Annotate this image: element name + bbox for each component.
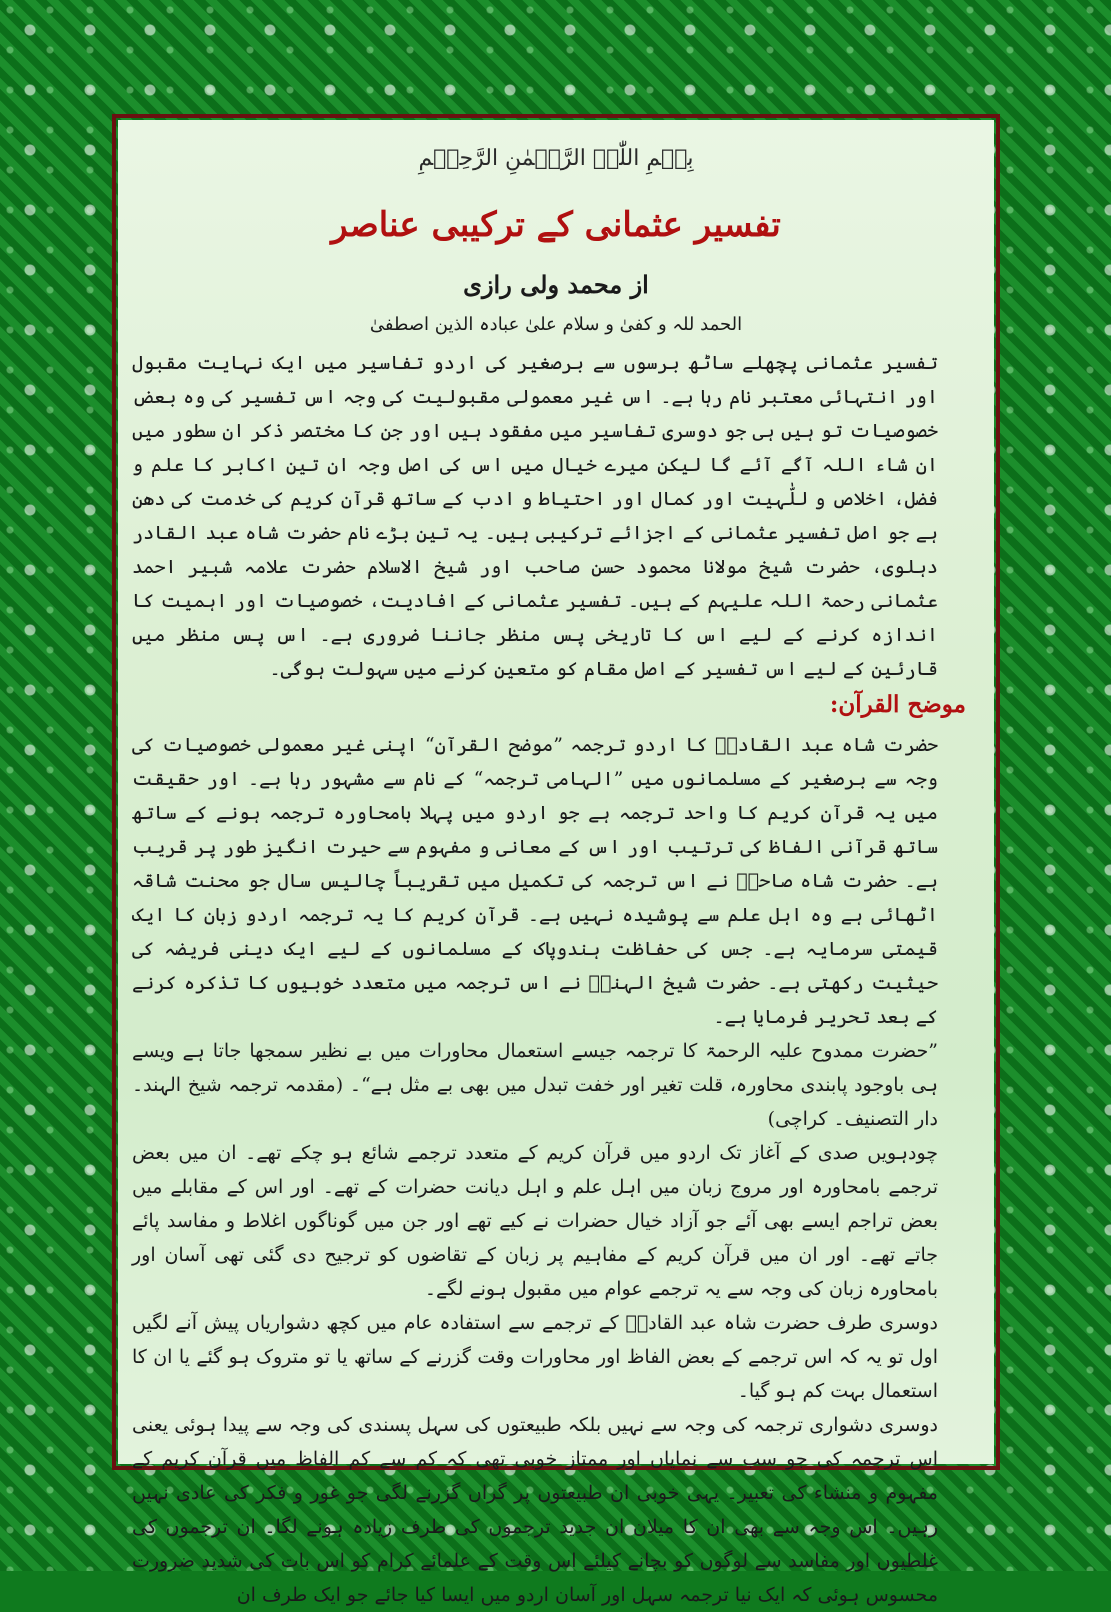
intro-paragraph: تفسیر عثمانی پچھلے ساٹھ برسوں سے برصغیر کی اردو تفاسیر میں ایک نہایت مقبول اور انتہائی معتبر نام رہا ہے۔ اس غیر معمولی مقبولیت کی وجہ اس تفسیر کی وہ بعض خصوصیات تو ہیں ہی جو دوسری تفاسیر میں مفقود ہیں اور جن کا مختصر ذکر ان سطور میں ان شاء اللہ آگے آئے گا لیکن میرے خیال میں اس کی اصل وجہ ان تین اکابر کا علم و فضل، اخلاص و للّٰہیت اور کمال اور احتیاط و ادب کے ساتھ قرآن کریم کی خدمت کی دھن ہے جو اصل تفسیر عثمانی کے اجزائے ترکیبی ہیں۔ یہ تین بڑے نام حضرت شاہ عبد القادر دہلوی، حضرت شیخ مولانا محمود حسن صاحب اور شیخ الاسلام حضرت علامہ شبیر احمد عثمانی رحمۃ اللہ علیہم کے ہیں۔ تفسیر عثمانی کے افادیت، خصوصیات اور اہمیت کا اندازہ کرنے کے لیے اس کا تاریخی پس منظر جاننا ضروری ہے۔ اس پس منظر میں قارئین کے لیے اس تفسیر کے اصل مقام کو متعین کرنے میں سہولت ہوگی۔ [132,352,938,680]
page-panel [118,120,994,1606]
paragraph-4: دوسری دشواری ترجمہ کی وجہ سے نہیں بلکہ طبیعتوں کی سہل پسندی کی وجہ سے پیدا ہوئی یعنی اس ترجمہ کی جو سب سے نمایاں اور ممتاز خوبی تھی کہ کم سے کم الفاظ میں قرآن کریم کے مفہوم و منشاء کی تعبیر۔ یہی خوبی ان طبیعتوں پر گراں گزرنے لگی جو غور و فکر کی عادی نہیں رہیں۔ اس وجہ سے بھی ان کا میلان ان جدید ترجموں کی طرف زیادہ ہونے لگا۔ ان ترجموں کی غلطیوں اور مفاسد سے لوگوں کو بچانے کیلئے اس وقت کے علمائے کرام کو اس بات کی شدید ضرورت محسوس ہوئی کہ ایک نیا ترجمہ سہل اور آسان اردو میں ایسا کیا جائے جو ایک طرف ان [132,1414,938,1606]
quote-paragraph: ”حضرت ممدوح علیہ الرحمۃ کا ترجمہ جیسے استعمال محاورات میں بے نظیر سمجھا جاتا ہے ویسے ہی باوجود پابندی محاورہ، قلت تغیر اور خفت تبدل میں بھی بے مثل ہے“۔ (مقدمہ ترجمہ شیخ الہند۔ دار التصنیف۔ کراچی) [132,1040,938,1130]
bismillah: بِسۡمِ اللّٰہِ الرَّحۡمٰنِ الرَّحِیۡمِ [418,146,694,171]
hamd-line: الحمد للہ و کفیٰ و سلام علیٰ عبادہ الذین اصطفیٰ [369,314,743,335]
paragraph-1: حضرت شاہ عبد القادرؒ کا اردو ترجمہ ”موضح القرآن“ اپنی غیر معمولی خصوصیات کی وجہ سے برصغیر کے مسلمانوں میں ”الہامی ترجمہ“ کے نام سے مشہور رہا ہے۔ اور حقیقت میں یہ قرآن کریم کا واحد ترجمہ ہے جو اردو میں پہلا بامحاورہ ترجمہ ہونے کے ساتھ ساتھ قرآنی الفاظ کی ترتیب اور اس کے معانی و مفہوم سے حیرت انگیز طور پر قریب ہے۔ حضرت شاہ صاحبؒ نے اس ترجمہ کی تکمیل میں تقریباً چالیس سال جو محنت شاقہ اٹھائی ہے وہ اہل علم سے پوشیدہ نہیں ہے۔ قرآن کریم کا یہ ترجمہ اردو زبان کا ایک قیمتی سرمایہ ہے۔ جس کی حفاظت ہندوپاک کے مسلمانوں کے لیے ایک دینی فریضہ کی حیثیت رکھتی ہے۔ حضرت شیخ الہندؒ نے اس ترجمہ میں متعدد خوبیوں کا تذکرہ کرنے کے بعد تحریر فرمایا ہے۔ [132,734,938,1028]
author-line: از محمد ولی رازی [463,270,649,299]
article-body [132,346,966,1612]
paragraph-2: چودہویں صدی کے آغاز تک اردو میں قرآن کریم کے متعدد ترجمے شائع ہو چکے تھے۔ ان میں بعض ترجمے بامحاورہ اور مروج زبان میں اہل علم و اہل دیانت حضرات کے تھے۔ اور اس کے مقابلے میں بعض تراجم ایسے بھی آئے جو آزاد خیال حضرات نے کیے تھے اور جن میں گوناگوں اغلاط و مفاسد پائے جاتے تھے۔ اور ان میں قرآن کریم کے مفاہیم پر زبان کے تقاضوں کو ترجیح دی گئی تھی آسان اور بامحاورہ زبان کی وجہ سے یہ ترجمے عوام میں مقبول ہونے لگے۔ [132,1142,939,1300]
section-heading: موضح القرآن: [829,691,966,718]
paragraph-3: دوسری طرف حضرت شاہ عبد القادرؒ کے ترجمے سے استفادہ عام میں کچھ دشواریاں پیش آنے لگیں اول تو یہ کہ اس ترجمے کے بعض الفاظ اور محاورات وقت گزرنے کے ساتھ یا تو متروک ہو گئے یا ان کا استعمال بہت کم ہو گیا۔ [132,1312,938,1402]
page-title: تفسیر عثمانی کے ترکیبی عناصر [331,205,781,245]
